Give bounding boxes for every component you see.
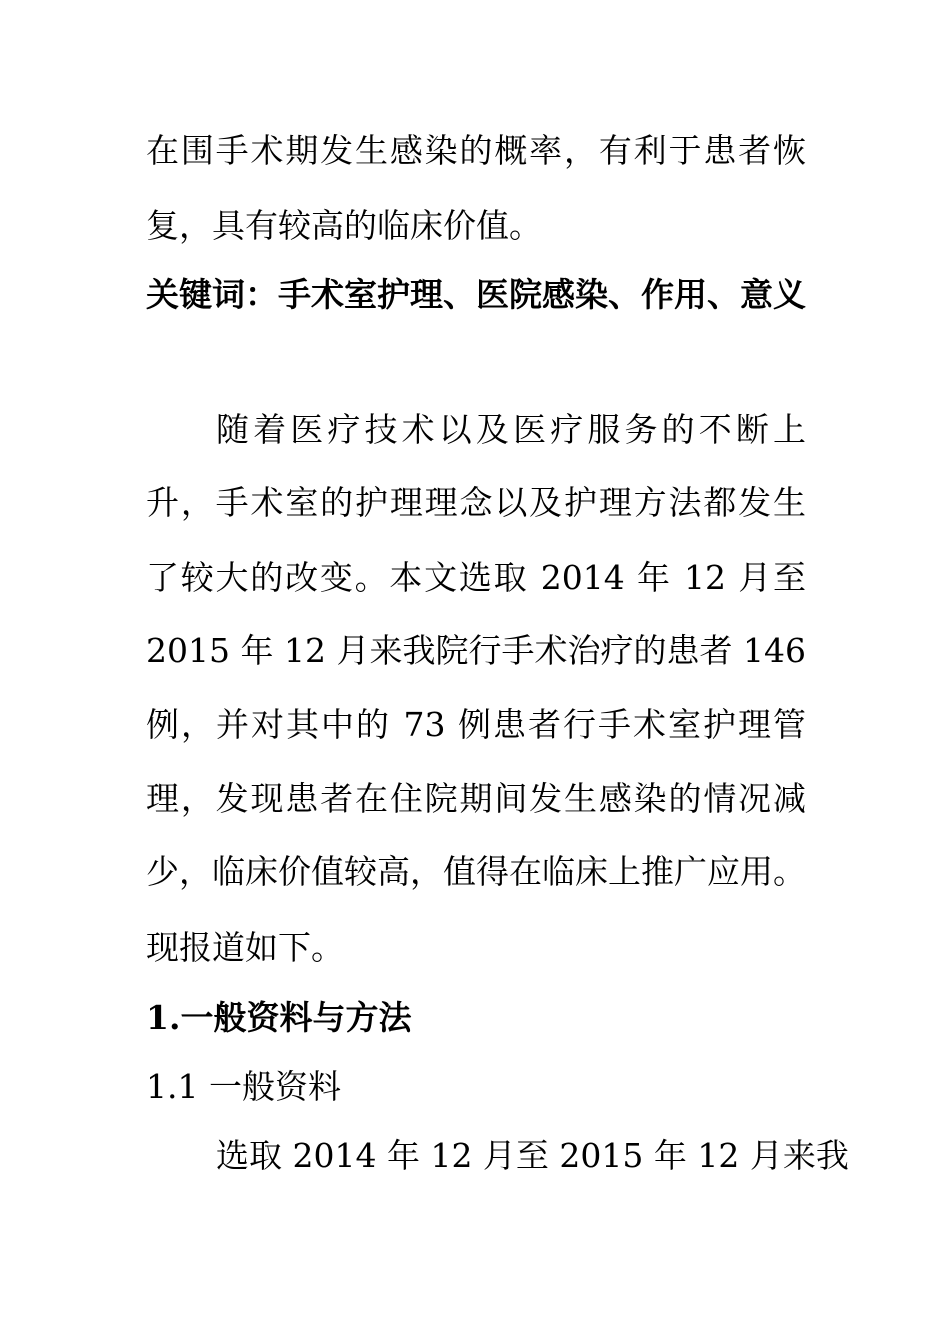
intro-line-3: 了较大的改变。本文选取 2014 年 12 月至 (146, 558, 806, 597)
section-heading: 1.一般资料与方法 (146, 998, 412, 1037)
intro-line-7: 少，临床价值较高，值得在临床上推广应用。 (146, 852, 806, 891)
intro-line-6: 理，发现患者在住院期间发生感染的情况减 (146, 779, 806, 818)
subsection-line-1: 选取 2014 年 12 月至 2015 年 12 月来我 (216, 1136, 849, 1175)
intro-line-1: 随着医疗技术以及医疗服务的不断上 (216, 410, 806, 449)
intro-line-5: 例，并对其中的 73 例患者行手术室护理管 (146, 705, 806, 744)
intro-line-4: 2015 年 12 月来我院行手术治疗的患者 146 (146, 631, 806, 670)
abstract-line-1: 在围手术期发生感染的概率，有利于患者恢 (146, 131, 806, 170)
intro-line-8: 现报道如下。 (146, 928, 344, 967)
abstract-line-2: 复，具有较高的临床价值。 (146, 206, 542, 245)
keywords-line: 关键词：手术室护理、医院感染、作用、意义 (146, 275, 806, 314)
intro-line-2: 升，手术室的护理理念以及护理方法都发生 (146, 483, 806, 522)
subsection-heading: 1.1 一般资料 (146, 1067, 341, 1106)
